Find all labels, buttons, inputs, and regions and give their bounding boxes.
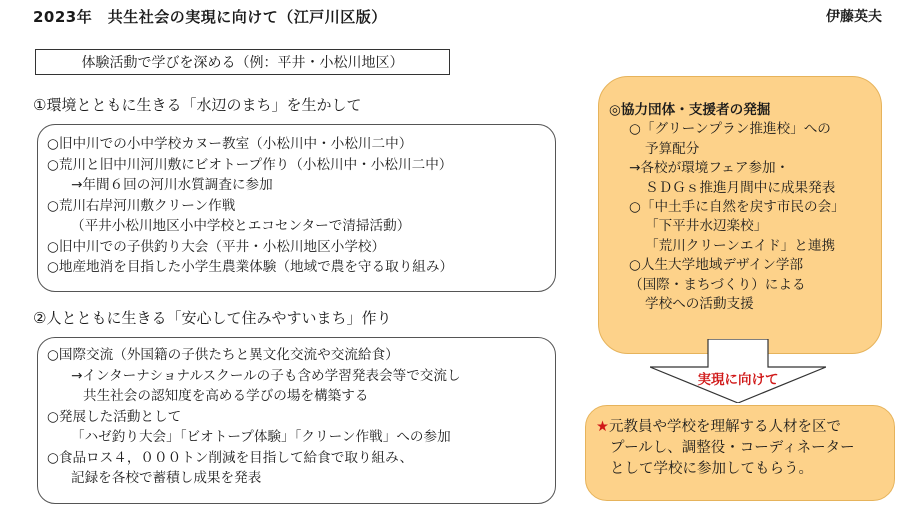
list-item: 予算配分 bbox=[645, 140, 700, 157]
section1-heading: ①環境とともに生きる「水辺のまち」を生かして bbox=[33, 96, 362, 114]
list-item: ○荒川右岸河川敷クリーン作戦 bbox=[47, 197, 236, 214]
list-item: 「下平井水辺楽校」 bbox=[645, 218, 768, 235]
list-item: ○地産地消を目指した小学生農業体験（地域で農を守る取り組み） bbox=[47, 259, 454, 275]
proposal-line-1: ★元教員や学校を理解する人材を区で bbox=[596, 419, 841, 435]
list-item: →インターナショナルスクールの子も含め学習発表会等で交流し bbox=[71, 367, 461, 384]
proposal-line-3: として学校に参加してもらう。 bbox=[610, 461, 813, 477]
list-item: ○旧中川での子供釣り大会（平井・小松川地区小学校） bbox=[47, 238, 386, 255]
list-item: ○発展した活動として bbox=[47, 408, 182, 425]
author-name: 伊藤英夫 bbox=[826, 9, 882, 25]
list-item: ○国際交流（外国籍の子供たちと異文化交流や交流給食） bbox=[47, 347, 399, 363]
list-item: 共生社会の認知度を高める学びの場を構築する bbox=[83, 388, 369, 404]
list-item: 学校への活動支援 bbox=[645, 296, 754, 313]
list-item: （国際・まちづくり）による bbox=[629, 276, 806, 293]
section2-box bbox=[37, 337, 556, 504]
list-item: ○旧中川での小中学校カヌー教室（小松川中・小松川二中） bbox=[47, 136, 413, 152]
support-panel bbox=[598, 76, 882, 354]
subtitle-box: 体験活動で学びを深める（例：平井・小松川地区） bbox=[35, 49, 450, 75]
list-item: →年間６回の河川水質調査に参加 bbox=[71, 177, 273, 193]
section1-box bbox=[37, 124, 556, 292]
list-item: 記録を各校で蓄積し成果を発表 bbox=[71, 470, 262, 486]
arrow-label: 実現に向けて bbox=[697, 372, 779, 388]
list-item: 「ハゼ釣り大会」「ビオトープ体験」「クリーン作戦」への参加 bbox=[71, 429, 451, 445]
support-heading: ◎協力団体・支援者の発掘 bbox=[609, 102, 771, 118]
list-item: ○「グリーンプラン推進校」への bbox=[629, 121, 831, 138]
list-item: 「荒川クリーンエイド」と連携 bbox=[645, 237, 836, 254]
list-item: ○「中土手に自然を戻す市民の会」 bbox=[629, 199, 845, 216]
page-title: 2023年 共生社会の実現に向けて（江戸川区版） bbox=[33, 8, 387, 26]
list-item: ○荒川と旧中川河川敷にビオトープ作り（小松川中・小松川二中） bbox=[47, 156, 453, 173]
proposal-box bbox=[585, 405, 895, 501]
list-item: ○食品ロス４，０００トン削減を目指して給食で取り組み、 bbox=[47, 449, 414, 466]
list-item: ＳＤＧｓ推進月間中に成果発表 bbox=[645, 179, 836, 196]
star-icon: ★ bbox=[596, 419, 609, 435]
list-item: （平井小松川地区小中学校とエコセンターで清掃活動） bbox=[71, 218, 411, 234]
proposal-line-2: プールし、調整役・コーディネーター bbox=[610, 440, 855, 456]
section2-heading: ②人とともに生きる「安心して住みやすいまち」作り bbox=[33, 309, 392, 327]
list-item: →各校が環境フェア参加・ bbox=[629, 160, 790, 177]
list-item: ○人生大学地域デザイン学部 bbox=[629, 257, 804, 274]
